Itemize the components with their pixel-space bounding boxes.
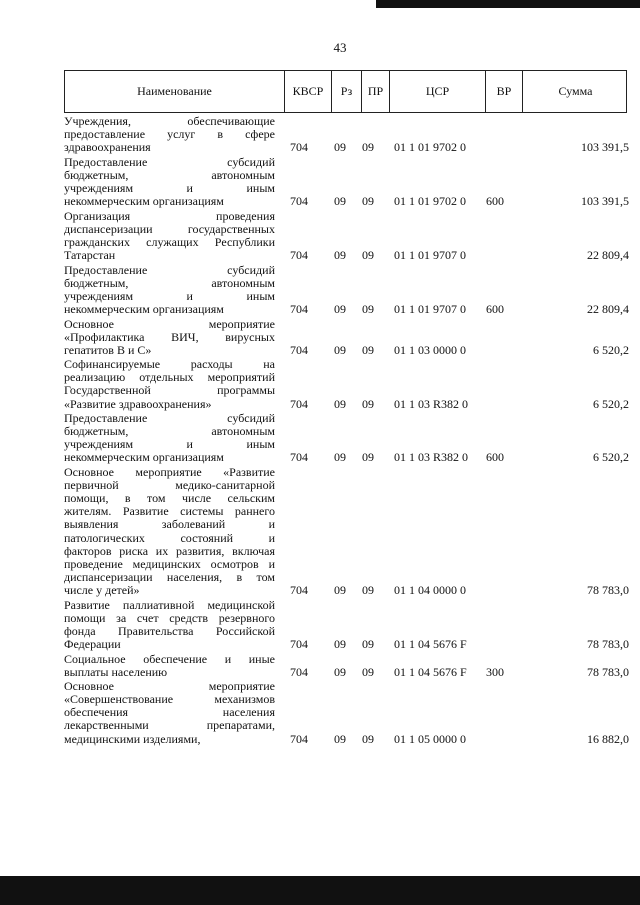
row-sum: 103 391,5 bbox=[581, 140, 629, 155]
table-row bbox=[64, 115, 627, 154]
header-name: Наименование bbox=[137, 84, 212, 98]
row-kvsr: 704 bbox=[290, 301, 308, 316]
row-name-line: Предоставление субсидий bbox=[64, 263, 275, 277]
row-sum: 16 882,0 bbox=[587, 731, 629, 746]
table-row bbox=[64, 358, 627, 410]
row-name bbox=[64, 599, 275, 651]
header-pr: ПР bbox=[361, 71, 389, 112]
row-sum: 78 783,0 bbox=[587, 636, 629, 651]
row-rz: 09 bbox=[334, 140, 346, 155]
row-name bbox=[64, 156, 275, 208]
row-pr: 09 bbox=[362, 731, 374, 746]
row-csr: 01 1 01 9702 0 bbox=[394, 194, 466, 209]
row-name-line: диспансеризации населения, в том bbox=[64, 570, 275, 584]
row-pr: 09 bbox=[362, 194, 374, 209]
row-rz: 09 bbox=[334, 731, 346, 746]
table-row bbox=[64, 653, 627, 679]
row-name-line: Основное мероприятие bbox=[64, 680, 275, 694]
row-name bbox=[64, 412, 275, 464]
scan-edge-top bbox=[376, 0, 640, 8]
table-row bbox=[64, 318, 627, 357]
row-pr: 09 bbox=[362, 140, 374, 155]
row-name-line: помощи за счет средств резервного bbox=[64, 611, 275, 625]
row-name-line: патологических состояний и bbox=[64, 531, 275, 545]
row-name bbox=[64, 466, 275, 597]
scan-edge-bottom bbox=[0, 876, 640, 905]
row-name bbox=[64, 264, 275, 316]
row-name-line: Основное мероприятие «Развитие bbox=[64, 466, 275, 480]
header-sum: Сумма bbox=[522, 71, 628, 112]
row-name-line: Учреждения, обеспечивающие bbox=[64, 115, 275, 128]
row-name-line: выплаты населению bbox=[64, 665, 168, 679]
row-name-line: первичной медико-санитарной bbox=[64, 479, 275, 493]
row-name-line: фонда Правительства Российской bbox=[64, 624, 275, 638]
row-name-line: Социальное обеспечение и иные bbox=[64, 652, 275, 666]
row-rz: 09 bbox=[334, 247, 346, 262]
row-vr: 600 bbox=[486, 301, 504, 316]
row-rz: 09 bbox=[334, 194, 346, 209]
row-name-line: проведение медицинских осмотров и bbox=[64, 557, 275, 571]
row-pr: 09 bbox=[362, 664, 374, 679]
row-name-line: «Профилактика ВИЧ, вирусных bbox=[64, 330, 275, 344]
table-row bbox=[64, 156, 627, 208]
row-name-line: учреждениям и иным bbox=[64, 438, 275, 452]
row-name-line: помощи, в том числе сельским bbox=[64, 492, 275, 506]
table-row bbox=[64, 599, 627, 651]
row-name-line: Развитие паллиативной медицинской bbox=[64, 598, 275, 612]
row-name bbox=[64, 115, 275, 154]
row-name-line: числе у детей» bbox=[64, 583, 140, 597]
row-pr: 09 bbox=[362, 636, 374, 651]
table-row bbox=[64, 210, 627, 262]
header-rz: Рз bbox=[331, 71, 361, 112]
row-name-line: некоммерческим организациям bbox=[64, 451, 224, 465]
row-csr: 01 1 03 0000 0 bbox=[394, 342, 466, 357]
row-name-line: жителям. Развитие системы раннего bbox=[64, 505, 275, 519]
row-name-line: бюджетным, автономным bbox=[64, 425, 275, 439]
row-csr: 01 1 04 5676 F bbox=[394, 636, 467, 651]
row-name-line: реализацию отдельных мероприятий bbox=[64, 371, 275, 385]
row-kvsr: 704 bbox=[290, 583, 308, 597]
row-name-line: некоммерческим организациям bbox=[64, 302, 224, 316]
row-pr: 09 bbox=[362, 450, 374, 465]
row-name bbox=[64, 210, 275, 262]
row-pr: 09 bbox=[362, 342, 374, 357]
row-name bbox=[64, 653, 275, 679]
row-name-line: Предоставление субсидий bbox=[64, 155, 275, 169]
row-kvsr: 704 bbox=[290, 731, 308, 746]
table-row bbox=[64, 466, 627, 597]
row-csr: 01 1 01 9702 0 bbox=[394, 140, 466, 155]
row-name-line: бюджетным, автономным bbox=[64, 168, 275, 182]
row-rz: 09 bbox=[334, 342, 346, 357]
row-name-line: «Совершенствование механизмов bbox=[64, 693, 275, 707]
row-vr: 300 bbox=[486, 664, 504, 679]
row-name-line: предоставление услуг в сфере bbox=[64, 128, 275, 142]
row-name-line: «Развитие здравоохранения» bbox=[64, 397, 212, 411]
row-pr: 09 bbox=[362, 396, 374, 411]
row-name-line: учреждениям и иным bbox=[64, 289, 275, 303]
row-sum: 78 783,0 bbox=[587, 583, 629, 597]
row-sum: 6 520,2 bbox=[593, 396, 629, 411]
row-kvsr: 704 bbox=[290, 247, 308, 262]
row-pr: 09 bbox=[362, 583, 374, 597]
row-rz: 09 bbox=[334, 396, 346, 411]
table-row bbox=[64, 412, 627, 464]
row-name-line: медицинскими изделиями, bbox=[64, 732, 201, 746]
row-rz: 09 bbox=[334, 583, 346, 597]
table-row bbox=[64, 680, 627, 746]
table-row bbox=[64, 264, 627, 316]
row-name-line: здравоохранения bbox=[64, 141, 151, 155]
table-header bbox=[64, 70, 627, 113]
row-name-line: обеспечения населения bbox=[64, 706, 275, 720]
row-vr: 600 bbox=[486, 194, 504, 209]
row-kvsr: 704 bbox=[290, 450, 308, 465]
row-pr: 09 bbox=[362, 301, 374, 316]
row-kvsr: 704 bbox=[290, 140, 308, 155]
row-name-line: Татарстан bbox=[64, 248, 116, 262]
row-name bbox=[64, 358, 275, 410]
row-name-line: Организация проведения bbox=[64, 209, 275, 223]
row-name-line: некоммерческим организациям bbox=[64, 195, 224, 209]
row-name-line: учреждениям и иным bbox=[64, 181, 275, 195]
row-sum: 22 809,4 bbox=[587, 301, 629, 316]
row-name-line: гражданских служащих Республики bbox=[64, 235, 275, 249]
header-csr: ЦСР bbox=[389, 71, 485, 112]
row-csr: 01 1 04 5676 F bbox=[394, 664, 467, 679]
row-name-line: факторов риска их развития, включая bbox=[64, 544, 275, 558]
row-name-line: диспансеризации государственных bbox=[64, 222, 275, 236]
row-name-line: гепатитов В и С» bbox=[64, 343, 152, 357]
row-rz: 09 bbox=[334, 301, 346, 316]
header-vr: ВР bbox=[485, 71, 522, 112]
row-kvsr: 704 bbox=[290, 664, 308, 679]
row-kvsr: 704 bbox=[290, 396, 308, 411]
row-sum: 78 783,0 bbox=[587, 664, 629, 679]
row-csr: 01 1 03 R382 0 bbox=[394, 450, 469, 465]
row-rz: 09 bbox=[334, 450, 346, 465]
row-kvsr: 704 bbox=[290, 342, 308, 357]
row-vr: 600 bbox=[486, 450, 504, 465]
row-sum: 6 520,2 bbox=[593, 450, 629, 465]
row-name-line: Государственной программы bbox=[64, 384, 275, 398]
row-name-line: бюджетным, автономным bbox=[64, 276, 275, 290]
row-kvsr: 704 bbox=[290, 636, 308, 651]
page-number: 43 bbox=[333, 40, 347, 55]
row-pr: 09 bbox=[362, 247, 374, 262]
row-kvsr: 704 bbox=[290, 194, 308, 209]
row-name bbox=[64, 680, 275, 745]
row-sum: 103 391,5 bbox=[581, 194, 629, 209]
row-sum: 6 520,2 bbox=[593, 342, 629, 357]
row-name-line: Предоставление субсидий bbox=[64, 412, 275, 426]
row-name-line: лекарственными препаратами, bbox=[64, 719, 275, 733]
row-sum: 22 809,4 bbox=[587, 247, 629, 262]
row-csr: 01 1 03 R382 0 bbox=[394, 396, 469, 411]
row-csr: 01 1 01 9707 0 bbox=[394, 247, 466, 262]
row-name-line: Федерации bbox=[64, 637, 121, 651]
row-name bbox=[64, 318, 275, 357]
row-name-line: Основное мероприятие bbox=[64, 317, 275, 331]
row-csr: 01 1 05 0000 0 bbox=[394, 731, 466, 746]
row-name-line: Софинансируемые расходы на bbox=[64, 358, 275, 372]
row-rz: 09 bbox=[334, 636, 346, 651]
row-csr: 01 1 01 9707 0 bbox=[394, 301, 466, 316]
row-csr: 01 1 04 0000 0 bbox=[394, 583, 466, 597]
header-kvsr: КВСР bbox=[284, 71, 331, 112]
row-rz: 09 bbox=[334, 664, 346, 679]
row-name-line: выявления заболеваний и bbox=[64, 518, 275, 532]
